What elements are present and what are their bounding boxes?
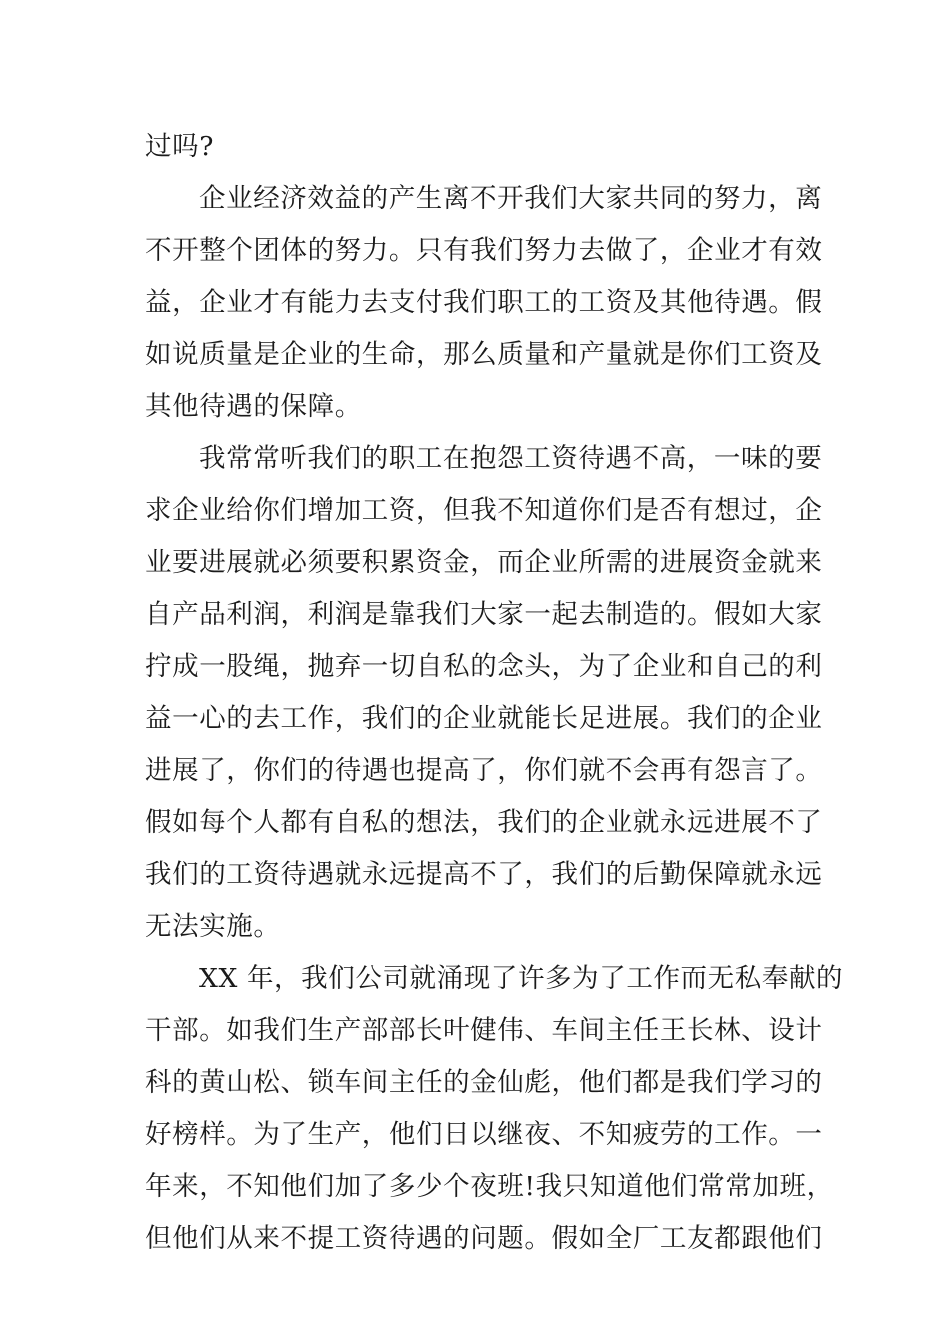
text-line: 益一心的去工作，我们的企业就能长足进展。我们的企业: [145, 703, 823, 734]
text-line: 假如每个人都有自私的想法，我们的企业就永远进展不了: [145, 807, 823, 838]
paragraph-first-line: 我常常听我们的职工在抱怨工资待遇不高，一味的要: [199, 443, 823, 474]
text-line: 不开整个团体的努力。只有我们努力去做了，企业才有效: [145, 235, 823, 266]
text-line: 其他待遇的保障。: [145, 391, 362, 422]
body-text: [145, 121, 844, 1265]
text-line: 自产品利润，利润是靠我们大家一起去制造的。假如大家: [145, 599, 823, 630]
text-line: 过吗?: [145, 131, 215, 162]
text-line: 但他们从来不提工资待遇的问题。假如全厂工友都跟他们: [145, 1223, 823, 1254]
text-line: 拧成一股绳，抛弃一切自私的念头，为了企业和自己的利: [145, 651, 823, 682]
text-line: 业要进展就必须要积累资金，而企业所需的进展资金就来: [145, 547, 823, 578]
paragraph-first-line: 企业经济效益的产生离不开我们大家共同的努力，离: [199, 183, 823, 214]
text-line: 干部。如我们生产部部长叶健伟、车间主任王长林、设计: [145, 1015, 823, 1046]
text-line: 科的黄山松、锁车间主任的金仙彪，他们都是我们学习的: [145, 1067, 823, 1098]
text-line: 益，企业才有能力去支付我们职工的工资及其他待遇。假: [145, 287, 823, 318]
text-line: 求企业给你们增加工资，但我不知道你们是否有想过，企: [145, 495, 823, 526]
text-line: 如说质量是企业的生命，那么质量和产量就是你们工资及: [145, 339, 823, 370]
text-line: 进展了，你们的待遇也提高了，你们就不会再有怨言了。: [145, 755, 823, 786]
text-line: 年来，不知他们加了多少个夜班!我只知道他们常常加班，: [145, 1171, 834, 1202]
paragraph-first-line: XX 年，我们公司就涌现了许多为了工作而无私奉献的: [199, 963, 844, 994]
text-line: 我们的工资待遇就永远提高不了，我们的后勤保障就永远: [145, 859, 823, 890]
text-line: 好榜样。为了生产，他们日以继夜、不知疲劳的工作。一: [145, 1119, 823, 1150]
text-line: 无法实施。: [145, 911, 281, 942]
